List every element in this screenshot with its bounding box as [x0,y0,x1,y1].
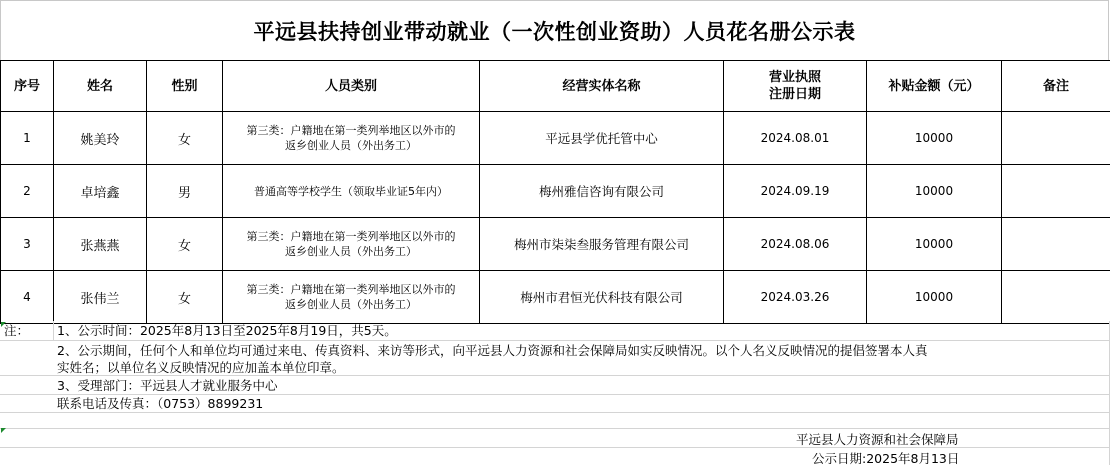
cell-no: 1 [1,112,54,165]
cell-amount: 10000 [867,271,1002,324]
header-amount: 补贴金额（元） [867,61,1002,112]
cell-entity: 平远县学优托管中心 [480,112,724,165]
header-category: 人员类别 [223,61,480,112]
cell-name: 张燕燕 [54,218,147,271]
cell-entity: 梅州市柒柒叁服务管理有限公司 [480,218,724,271]
cell-amount: 10000 [867,112,1002,165]
cell-reg-date: 2024.09.19 [724,165,867,218]
cell-reg-date: 2024.08.01 [724,112,867,165]
gridline [53,321,54,340]
header-reg-date-line1: 营业执照 [726,69,864,86]
cell-reg-date: 2024.08.06 [724,218,867,271]
cell-category-line1: 第三类：户籍地在第一类列举地区以外市的 [225,229,477,244]
cell-name: 姚美玲 [54,112,147,165]
cell-category-line2: 返乡创业人员（外出务工） [225,138,477,153]
cell-remark [1002,112,1110,165]
gridline [0,428,1110,429]
cell-name: 张伟兰 [54,271,147,324]
cell-no: 2 [1,165,54,218]
cell-category-line1: 普通高等学校学生（领取毕业证5年内） [225,184,477,199]
note-line-3: 3、受理部门：平远县人才就业服务中心 [57,376,277,394]
header-remark: 备注 [1002,61,1110,112]
cell-category [223,218,480,271]
table-row [1,112,1110,165]
header-no: 序号 [1,61,54,112]
header-name: 姓名 [54,61,147,112]
cell-marker-icon [1,428,6,433]
note-line-2a: 2、公示期间，任何个人和单位均可通过来电、传真资料、来访等形式，向平远县人力资源和社会保障局如实反映情况。以个人名义反映情况的提倡签署本人真 [57,341,927,359]
footer-date: 公示日期:2025年8月13日 [812,449,959,467]
table-header-row [1,61,1110,112]
cell-reg-date: 2024.03.26 [724,271,867,324]
cell-gender: 女 [147,218,223,271]
cell-category-line1: 第三类：户籍地在第一类列举地区以外市的 [225,123,477,138]
page-title: 平远县扶持创业带动就业（一次性创业资助）人员花名册公示表 [0,0,1109,60]
header-entity: 经营实体名称 [480,61,724,112]
header-reg-date-line2: 注册日期 [726,86,864,103]
cell-no: 4 [1,271,54,324]
footer-org: 平远县人力资源和社会保障局 [796,430,959,448]
note-line-1: 1、公示时间：2025年8月13日至2025年8月19日，共5天。 [57,321,397,339]
table-row [1,218,1110,271]
cell-gender: 女 [147,271,223,324]
header-reg-date [724,61,867,112]
header-gender: 性别 [147,61,223,112]
gridline [0,412,1110,413]
cell-gender: 女 [147,112,223,165]
table-row [1,271,1110,324]
notes-label: 注： [4,321,29,339]
cell-category [223,271,480,324]
cell-remark [1002,271,1110,324]
cell-remark [1002,165,1110,218]
table-row [1,165,1110,218]
cell-amount: 10000 [867,165,1002,218]
note-line-4: 联系电话及传真：（0753）8899231 [57,394,263,412]
cell-name: 卓培鑫 [54,165,147,218]
cell-category-line2: 返乡创业人员（外出务工） [225,297,477,312]
cell-gender: 男 [147,165,223,218]
cell-category [223,165,480,218]
cell-amount: 10000 [867,218,1002,271]
cell-entity: 梅州市君恒光伏科技有限公司 [480,271,724,324]
cell-category [223,112,480,165]
cell-entity: 梅州雅信咨询有限公司 [480,165,724,218]
cell-category-line2: 返乡创业人员（外出务工） [225,244,477,259]
roster-table [0,60,1110,324]
cell-no: 3 [1,218,54,271]
cell-category-line1: 第三类：户籍地在第一类列举地区以外市的 [225,282,477,297]
cell-remark [1002,218,1110,271]
note-line-2b: 实姓名；以单位名义反映情况的应加盖本单位印章。 [57,358,345,376]
